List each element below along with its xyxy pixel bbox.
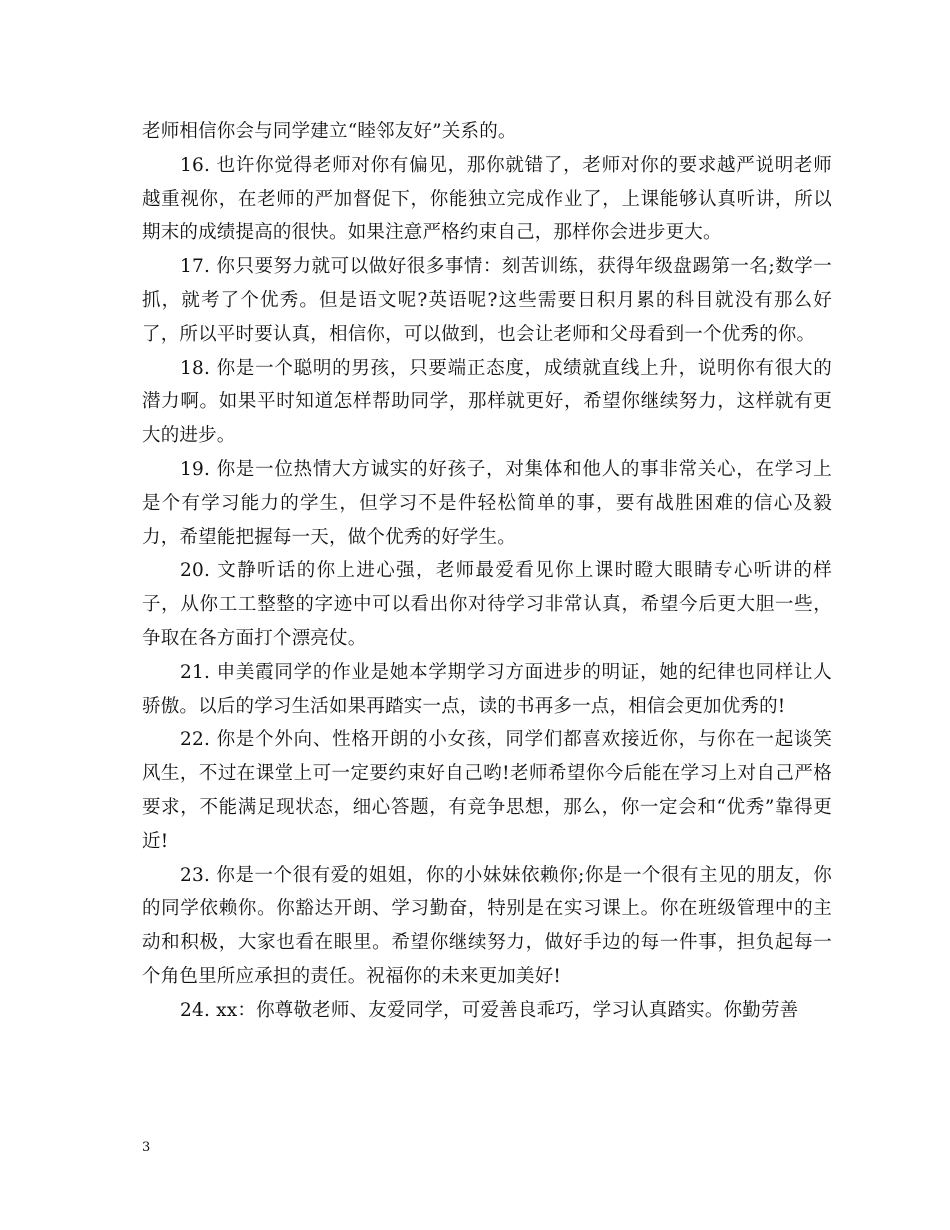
- paragraph-22: 22. 你是个外向、性格开朗的小女孩，同学们都喜欢接近你，与你在一起谈笑风生，不过在课堂上可一定要约束好自己哟!老师希望你今后能在学习上对自己严格要求，不能满足现状态，细心答题，有竞争思想，那么，你一定会和“优秀”靠得更近!: [142, 729, 832, 852]
- paragraph-24: 24. xx：你尊敬老师、友爱同学，可爱善良乖巧，学习认真踏实。你勤劳善: [180, 999, 799, 1021]
- paragraph-16: 16. 也许你觉得老师对你有偏见，那你就错了，老师对你的要求越严说明老师越重视你，在老师的严加督促下，你能独立完成作业了，上课能够认真听讲，所以期末的成绩提高的很快。如果注意严格约束自己，那样你会进步更大。: [142, 154, 832, 244]
- paragraph-21: 21. 申美霞同学的作业是她本学期学习方面进步的明证，她的纪律也同样让人骄傲。以后的学习生活如果再踏实一点，读的书再多一点，相信会更加优秀的!: [142, 661, 832, 717]
- paragraph-19: 19. 你是一位热情大方诚实的好孩子，对集体和他人的事非常关心，在学习上是个有学习能力的学生，但学习不是件轻松简单的事，要有战胜困难的信心及毅力，希望能把握每一天，做个优秀的好学生。: [142, 458, 832, 548]
- paragraph-23: 23. 你是一个很有爱的姐姐，你的小妹妹依赖你;你是一个很有主见的朋友，你的同学依赖你。你豁达开朗、学习勤奋，特别是在实习课上。你在班级管理中的主动和积极，大家也看在眼里。希望你继续努力，做好手边的每一件事，担负起每一个角色里所应承担的责任。祝福你的未来更加美好!: [142, 864, 832, 987]
- paragraph-18: 18. 你是一个聪明的男孩，只要端正态度，成绩就直线上升，说明你有很大的潜力啊。如果平时知道怎样帮助同学，那样就更好，希望你继续努力，这样就有更大的进步。: [142, 357, 832, 447]
- paragraph-continuation: 老师相信你会与同学建立“睦邻友好”关系的。: [142, 121, 517, 142]
- body-text: [142, 115, 832, 1028]
- paragraph-17: 17. 你只要努力就可以做好很多事情：刻苦训练，获得年级盘踢第一名;数学一抓，就考了个优秀。但是语文呢?英语呢?这些需要日积月累的科目就没有那么好了，所以平时要认真，相信你，可以做到，也会让老师和父母看到一个优秀的你。: [142, 256, 832, 345]
- paragraph-20: 20. 文静听话的你上进心强，老师最爱看见你上课时瞪大眼睛专心听讲的样子，从你工工整整的字迹中可以看出你对待学习非常认真，希望今后更大胆一些，争取在各方面打个漂亮仗。: [142, 560, 832, 649]
- page-number: 3: [142, 1140, 151, 1155]
